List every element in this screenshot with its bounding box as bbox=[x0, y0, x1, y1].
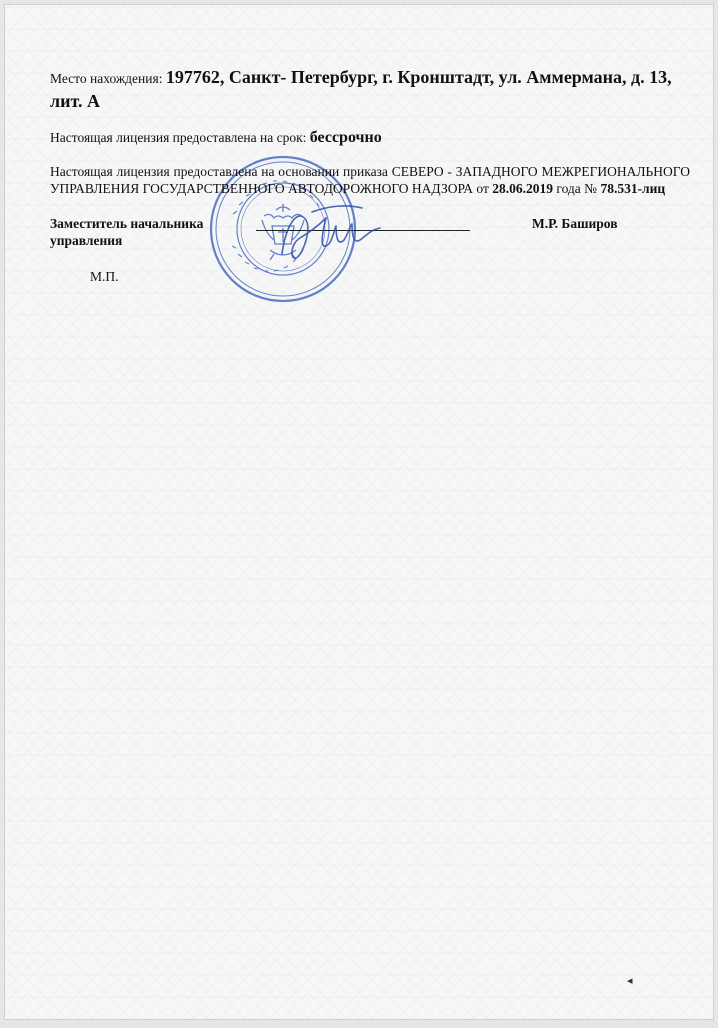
term-paragraph bbox=[50, 128, 690, 148]
basis-number: 78.531-лиц bbox=[600, 181, 666, 196]
location-paragraph bbox=[50, 66, 690, 114]
basis-date: 28.06.2019 bbox=[492, 181, 553, 196]
location-value: 197762, Санкт- Петербург, г. Кронштадт, ул. Аммермана, д. 13, лит. А bbox=[50, 67, 672, 111]
location-label: Место нахождения: bbox=[50, 71, 166, 86]
license-sheet bbox=[4, 4, 714, 1020]
signatory-name: М.Р. Баширов bbox=[532, 216, 618, 231]
seal-place-label: М.П. bbox=[90, 269, 119, 284]
corner-mark: ◂ bbox=[627, 975, 633, 987]
basis-middle: года № bbox=[553, 181, 601, 196]
handwritten-signature-icon bbox=[276, 194, 386, 274]
basis-paragraph bbox=[50, 163, 690, 197]
term-label: Настоящая лицензия предоставлена на срок: bbox=[50, 130, 310, 145]
signatory-title: Заместитель начальника управления bbox=[50, 216, 204, 248]
basis-text: Настоящая лицензия предоставлена на основании приказа СЕВЕРО - ЗАПАДНОГО МЕЖРЕГИОНАЛЬНОГО УПРАВЛЕНИЯ ГОСУДАРСТВЕННОГО АВТОДОРОЖНОГО НАДЗОРА от bbox=[50, 164, 690, 196]
term-value: бессрочно bbox=[309, 129, 382, 146]
